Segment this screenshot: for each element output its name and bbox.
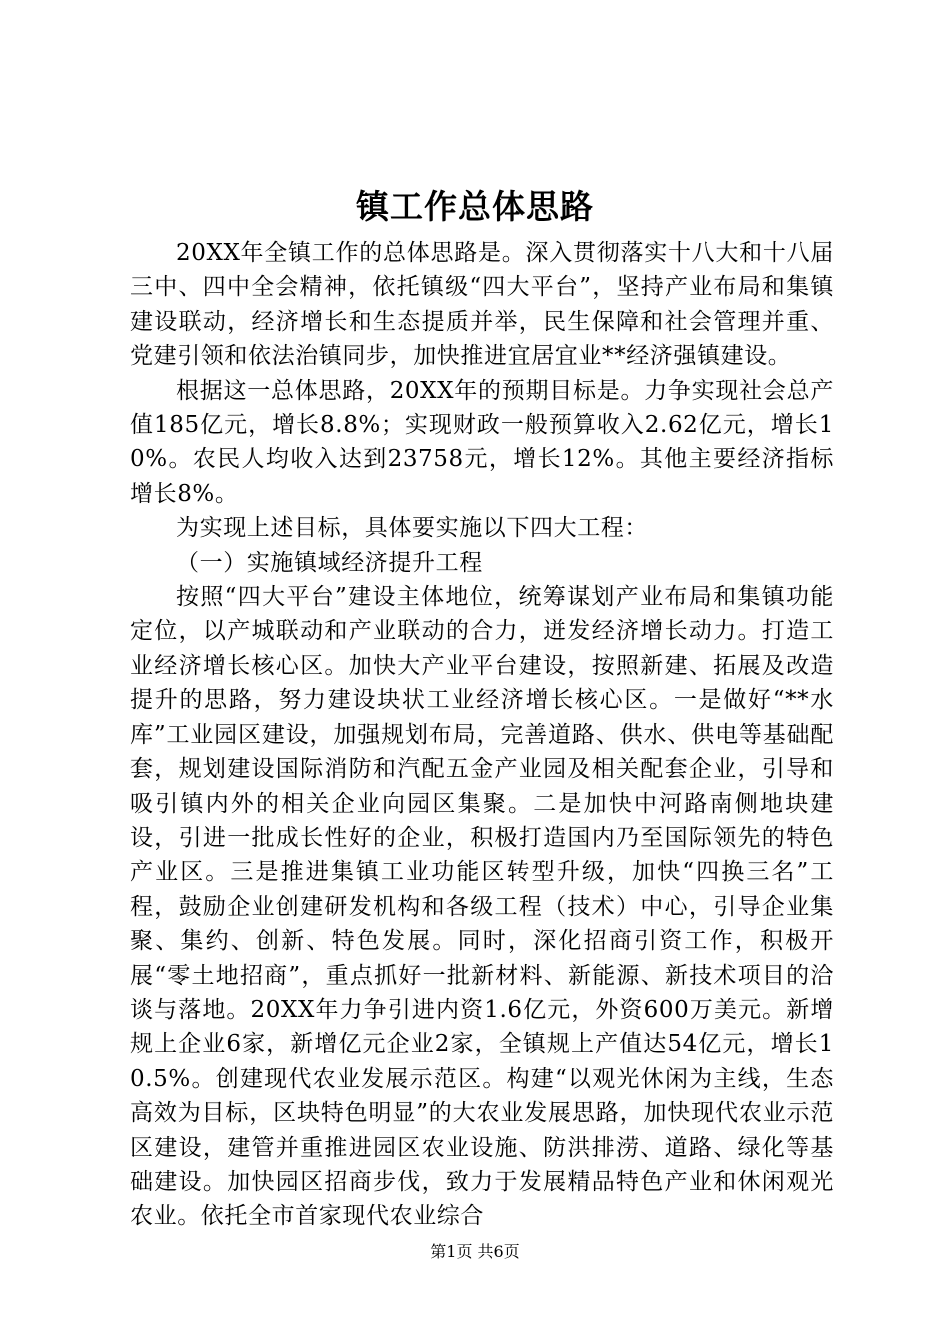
document-body	[130, 236, 834, 1234]
document-title: 镇工作总体思路	[356, 187, 594, 226]
page-footer: 第1页 共6页	[430, 1242, 520, 1261]
paragraph-expected-targets: 根据这一总体思路，20XX年的预期目标是。力争实现社会总产值185亿元，增长8.8%；实现财政一般预算收入2.62亿元，增长10%。农民人均收入达到23758元，增长12%。其他主要经济指标增长8%。	[130, 377, 834, 507]
paragraph-overall-approach: 20XX年全镇工作的总体思路是。深入贯彻落实十八大和十八届三中、四中全会精神，依托镇级“四大平台”，坚持产业布局和集镇建设联动，经济增长和生态提质并举，民生保障和社会管理并重、党建引领和依法治镇同步，加快推进宜居宜业**经济强镇建设。	[130, 240, 834, 370]
paragraph-economy-project-details: 按照“四大平台”建设主体地位，统筹谋划产业布局和集镇功能定位，以产城联动和产业联动的合力，迸发经济增长动力。打造工业经济增长核心区。加快大产业平台建设，按照新建、拓展及改造提升的思路，努力建设块状工业经济增长核心区。一是做好“**水库”工业园区建设，加强规划布局，完善道路、供水、供电等基础配套，规划建设国际消防和汽配五金产业园及相关配套企业，引导和吸引镇内外的相关企业向园区集聚。二是加快中河路南侧地块建设，引进一批成长性好的企业，积极打造国内乃至国际领先的特色产业区。三是推进集镇工业功能区转型升级，加快“四换三名”工程，鼓励企业创建研发机构和各级工程（技术）中心，引导企业集聚、集约、创新、特色发展。同时，深化招商引资工作，积极开展“零土地招商”，重点抓好一批新材料、新能源、新技术项目的洽谈与落地。20XX年力争引进内资1.6亿元，外资600万美元。新增规上企业6家，新增亿元企业2家，全镇规上产值达54亿元，增长10.5%。创建现代农业发展示范区。构建“以观光休闲为主线，生态高效为目标，区块特色明显”的大农业发展思路，加快现代农业示范区建设，建管并重推进园区农业设施、防洪排涝、道路、绿化等基础建设。加快园区招商步伐，致力于发展精品特色产业和休闲观光农业。依托全市首家现代农业综合	[130, 584, 834, 1230]
paragraph-four-projects-intro: 为实现上述目标，具体要实施以下四大工程：	[176, 515, 648, 542]
section-heading-economy-project: （一）实施镇域经济提升工程	[176, 549, 483, 576]
